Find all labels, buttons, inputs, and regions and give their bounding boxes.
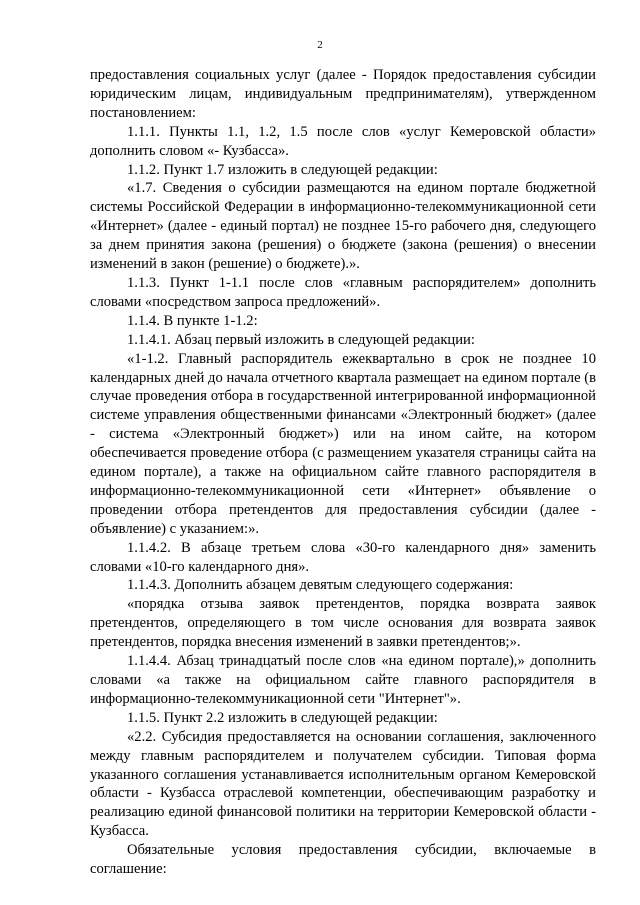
paragraph: 1.1.2. Пункт 1.7 изложить в следующей редакции: <box>127 161 438 178</box>
paragraph: «2.2. Субсидия предоставляется на основании соглашения, заключенного между главным распорядителем и получателем субсидии. Типовая форма указанного соглашения устанавливается исполнительным органом Кемеровской области - Кузбасса отраслевой компетенции, обеспечивающим разработку и реализацию единой финансовой политики на территории Кемеровской области - Кузбасса. <box>90 728 596 840</box>
paragraph: 1.1.4.2. В абзаце третьем слова «30-го календарного дня» заменить словами «10-го календарного дня». <box>90 539 596 575</box>
paragraph: 1.1.3. Пункт 1-1.1 после слов «главным распорядителем» дополнить словами «посредством запроса предложений». <box>90 274 596 310</box>
paragraph: Обязательные условия предоставления субсидии, включаемые в соглашение: <box>90 842 596 878</box>
paragraph: 1.1.4.3. Дополнить абзацем девятым следующего содержания: <box>127 577 514 594</box>
paragraph: «1-1.2. Главный распорядитель ежеквартально в срок не позднее 10 календарных дней до начала отчетного квартала размещает на едином портале (в случае проведения отбора в государственной интегрированной информационной системе управления общественными финансами «Электронный бюджет» (далее - система «Электронный бюджет») или на ином сайте, на котором обеспечивается проведение отбора (с размещением указателя страницы сайта на едином портале), а также на официальном сайте главного распорядителя в информационно-телекоммуникационной сети «Интернет» объявление о проведении отбора претендентов для предоставления субсидии (далее - объявление) с указанием:». <box>90 350 596 537</box>
paragraph: предоставления социальных услуг (далее - Порядок предоставления субсидии юридическим лицам, индивидуальным предпринимателям), утвержденном постановлением: <box>90 67 596 121</box>
paragraph: 1.1.1. Пункты 1.1, 1.2, 1.5 после слов «услуг Кемеровской области» дополнить словом «- Кузбасса». <box>90 123 596 159</box>
paragraph: «порядка отзыва заявок претендентов, порядка возврата заявок претендентов, определяющего в том числе основания для возврата заявок претендентов, порядка внесения изменений в заявки претендентов;». <box>90 596 596 651</box>
paragraph: «1.7. Сведения о субсидии размещаются на едином портале бюджетной системы Российской Федерации в информационно-телекоммуникационной сети «Интернет» (далее - единый портал) не позднее 15-го рабочего дня, следующего за днем принятия закона (решения) о бюджете (закона (решения) о внесении изменений в закон (решение) о бюджете).». <box>90 180 596 273</box>
paragraph: 1.1.4.1. Абзац первый изложить в следующей редакции: <box>127 331 475 348</box>
paragraph: 1.1.5. Пункт 2.2 изложить в следующей редакции: <box>127 709 438 726</box>
document-body <box>90 66 596 879</box>
page-number: 2 <box>317 39 323 51</box>
paragraph: 1.1.4.4. Абзац тринадцатый после слов «на едином портале),» дополнить словами «а также на официальном сайте главного распорядителя в информационно-телекоммуникационной сети "Интернет"». <box>90 653 596 707</box>
paragraph: 1.1.4. В пункте 1-1.2: <box>127 312 258 329</box>
